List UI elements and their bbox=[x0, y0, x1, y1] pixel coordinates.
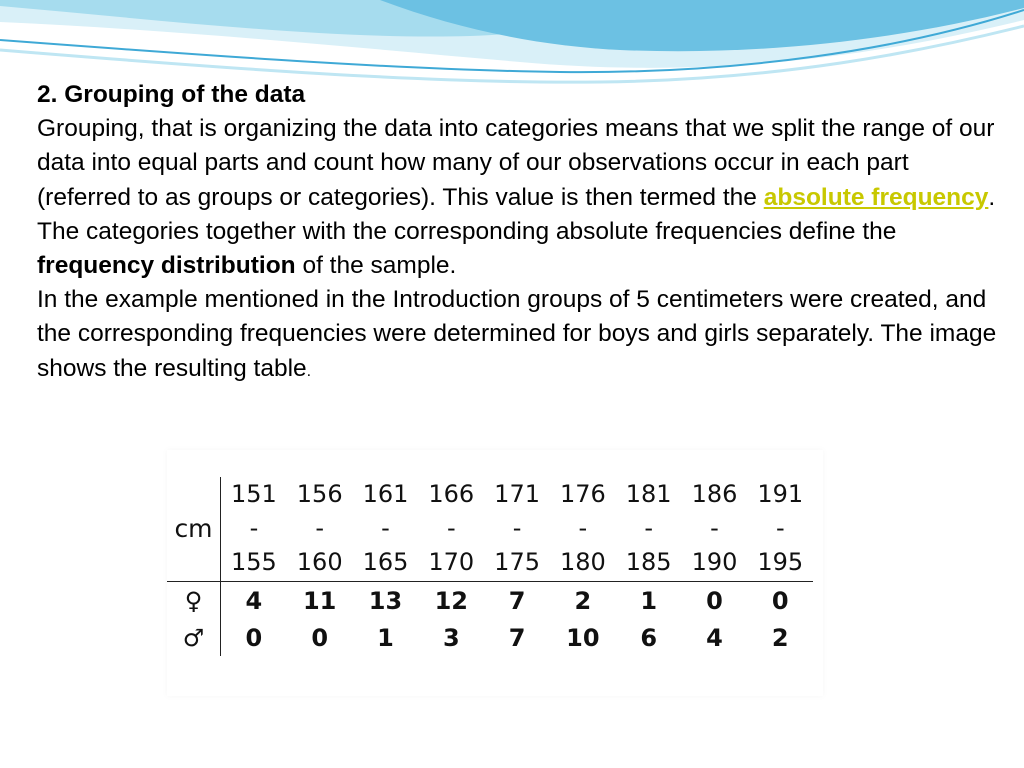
para1-text-c: of the sample. bbox=[295, 252, 457, 280]
unit-label: cm bbox=[167, 477, 221, 582]
range-cell: 156 - 160 bbox=[287, 477, 353, 582]
male-count: 4 bbox=[706, 623, 723, 652]
para1-text-a: Grouping, that is organizing the data into categories means that we split the range of our data into equal parts and count how many of our observations occur in each part (referred to as groups or categories). This value is then termed the bbox=[37, 115, 995, 211]
range-cell: 191 - 195 bbox=[747, 477, 813, 582]
paragraph-grouping bbox=[37, 112, 997, 283]
frequency-distribution-term: frequency distribution bbox=[37, 252, 296, 280]
female-count: 0 bbox=[771, 586, 789, 615]
section-heading: 2. Grouping of the data bbox=[37, 81, 306, 108]
female-count: 1 bbox=[640, 586, 658, 615]
female-count: 11 bbox=[302, 586, 337, 615]
slide-body bbox=[37, 78, 997, 389]
female-count: 7 bbox=[508, 586, 526, 615]
range-cell: 166 - 170 bbox=[418, 477, 484, 582]
para2-text: In the example mentioned in the Introduction groups of 5 centimeters were created, and the corresponding frequencies were determined for boys and girls separately. The image shows the resulting table bbox=[37, 286, 997, 382]
female-count: 12 bbox=[434, 586, 468, 615]
male-count: 0 bbox=[311, 623, 329, 652]
male-count: 3 bbox=[442, 623, 460, 652]
male-symbol-icon: ♂ bbox=[167, 619, 221, 656]
male-count: 1 bbox=[377, 623, 394, 652]
range-cell: 176 - 180 bbox=[550, 477, 616, 582]
range-cell: 151 - 155 bbox=[221, 477, 287, 582]
female-count: 0 bbox=[706, 586, 723, 615]
male-count: 10 bbox=[566, 623, 600, 652]
male-count: 0 bbox=[245, 623, 263, 652]
frequency-table bbox=[167, 477, 813, 656]
male-row bbox=[167, 619, 813, 656]
female-symbol-icon: ♀ bbox=[167, 582, 221, 620]
frequency-table-image bbox=[167, 450, 823, 696]
para1-text-b: . The categories together with the corresponding absolute frequencies define the bbox=[37, 183, 996, 245]
female-row bbox=[167, 582, 813, 620]
para2-end: . bbox=[306, 362, 312, 380]
range-cell: 161 - 165 bbox=[353, 477, 419, 582]
range-cell: 171 - 175 bbox=[484, 477, 550, 582]
female-count: 13 bbox=[368, 586, 403, 615]
paragraph-example bbox=[37, 283, 997, 389]
female-count: 2 bbox=[574, 586, 592, 615]
female-count: 4 bbox=[245, 586, 263, 615]
male-count: 6 bbox=[640, 623, 658, 652]
male-count: 7 bbox=[508, 623, 526, 652]
table-header-row bbox=[167, 477, 813, 582]
range-cell: 181 - 185 bbox=[616, 477, 682, 582]
male-count: 2 bbox=[771, 623, 789, 652]
range-cell: 186 - 190 bbox=[682, 477, 748, 582]
absolute-frequency-link[interactable]: absolute frequency bbox=[763, 183, 989, 211]
